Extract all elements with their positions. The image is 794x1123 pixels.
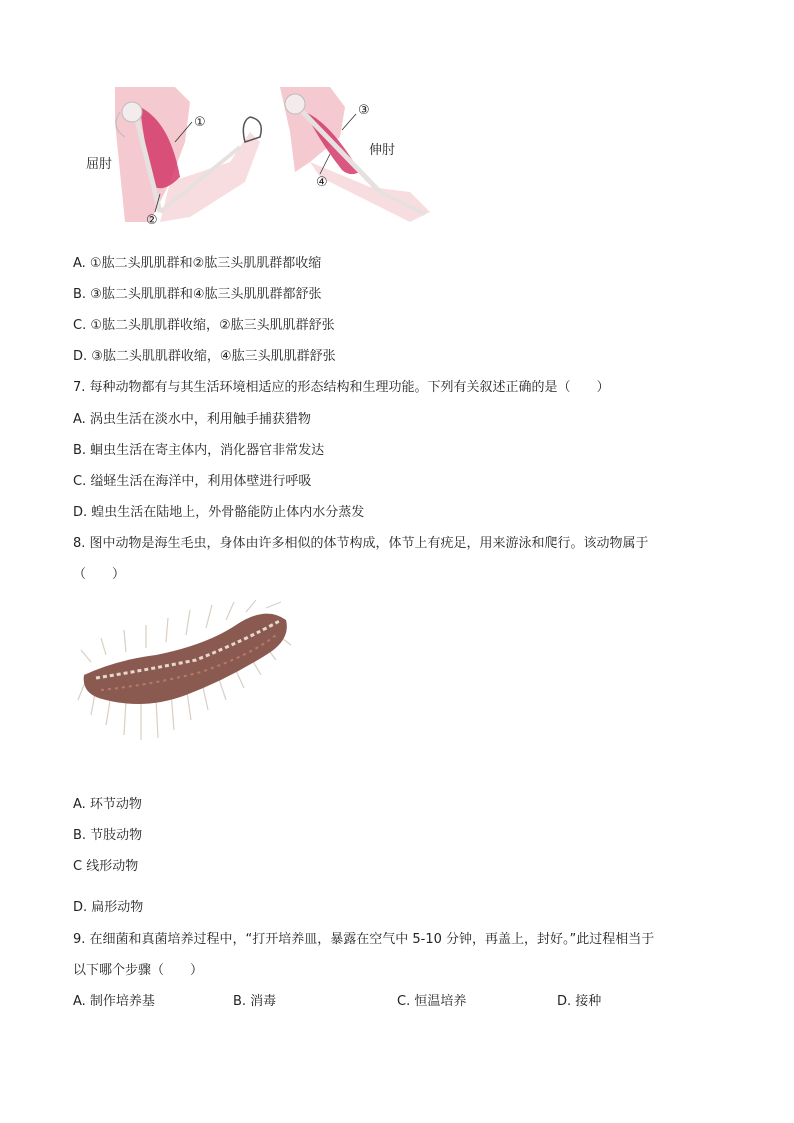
q8-stem-cont: （ ） — [73, 567, 126, 582]
q9-option-b: B. 消毒 — [233, 994, 277, 1009]
q6-option-c: C. ①肱二头肌肌群收缩，②肱三头肌肌群舒张 — [73, 318, 335, 333]
marker-4: ④ — [316, 175, 328, 190]
q7-stem: 7. 每种动物都有与其生活环境相适应的形态结构和生理功能。下列有关叙述正确的是（ ） — [73, 380, 610, 395]
q6-option-b: B. ③肱二头肌肌群和④肱三头肌肌群都舒张 — [73, 287, 322, 302]
arm-muscle-figure — [80, 82, 440, 232]
flexed-arm-drawing — [115, 87, 261, 222]
q8-option-c: C 线形动物 — [73, 859, 139, 874]
q9-stem-cont: 以下哪个步骤（ ） — [73, 963, 204, 978]
q9-option-c: C. 恒温培养 — [397, 994, 467, 1009]
q9-option-a: A. 制作培养基 — [73, 994, 155, 1009]
sea-worm-photo — [76, 600, 298, 750]
q7-option-c: C. 缢蛏生活在海洋中，利用体壁进行呼吸 — [73, 474, 312, 489]
q9-stem: 9. 在细菌和真菌培养过程中，“打开培养皿，暴露在空气中 5-10 分钟，再盖上，封好。”此过程相当于 — [73, 932, 655, 947]
q8-option-b: B. 节肢动物 — [73, 828, 143, 843]
q6-option-d: D. ③肱二头肌肌群收缩，④肱三头肌肌群舒张 — [73, 349, 336, 364]
marker-2: ② — [146, 213, 158, 228]
q7-option-d: D. 蝗虫生活在陆地上，外骨骼能防止体内水分蒸发 — [73, 505, 365, 520]
q6-option-a: A. ①肱二头肌肌群和②肱三头肌肌群都收缩 — [73, 256, 322, 271]
marker-1: ① — [194, 115, 206, 130]
q7-option-b: B. 蛔虫生活在寄主体内，消化器官非常发达 — [73, 443, 325, 458]
q7-option-a: A. 涡虫生活在淡水中，利用触手捕获猎物 — [73, 412, 311, 427]
q9-option-d: D. 接种 — [557, 994, 602, 1009]
q8-stem: 8. 图中动物是海生毛虫，身体由许多相似的体节构成，体节上有疣足，用来游泳和爬行。该动物属于 — [73, 536, 649, 551]
q8-option-a: A. 环节动物 — [73, 797, 142, 812]
marker-3: ③ — [358, 103, 370, 118]
q8-option-d: D. 扁形动物 — [73, 900, 144, 915]
extended-arm-drawing — [280, 87, 430, 222]
flex-label: 屈肘 — [86, 157, 113, 172]
extend-label: 伸肘 — [369, 143, 396, 158]
